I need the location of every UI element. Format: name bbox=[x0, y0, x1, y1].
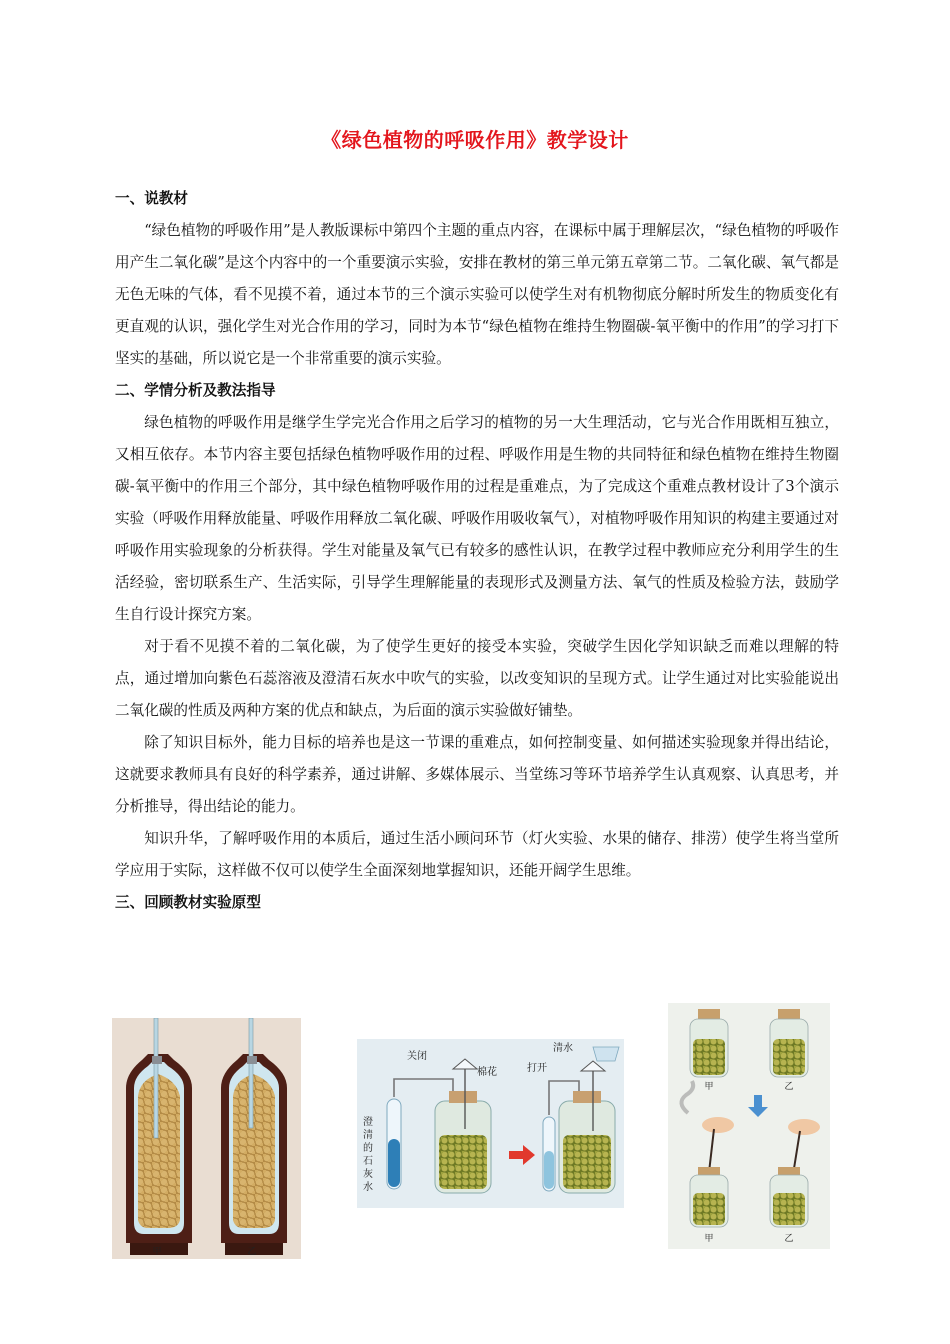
section-2-paragraph-2: 对于看不见摸不着的二氧化碳，为了使学生更好的接受本实验，突破学生因化学知识缺乏而难以理解的特点，通过增加向紫色石蕊溶液及澄清石灰水中吹气的实验，以改变知识的呈现方式。让学生通过对比实验能说出二氧化碳的性质及两种方案的优点和缺点，为后面的演示实验做好铺垫。 bbox=[115, 638, 839, 719]
bottom-jar-left bbox=[690, 1167, 728, 1227]
section-2-paragraph-3: 除了知识目标外，能力目标的培养也是这一节课的重难点，如何控制变量、如何描述实验现象并得出结论，这就要求教师具有良好的科学素养，通过讲解、多媒体展示、当堂练习等环节培养学生认真观察、认真思考，并分析推导，得出结论的能力。 bbox=[115, 734, 839, 815]
svg-text:清: 清 bbox=[363, 1130, 373, 1141]
section-heading-1: 一、说教材 bbox=[115, 190, 188, 207]
document-title: 《绿色植物的呼吸作用》教学设计 bbox=[321, 128, 629, 152]
section-2-paragraph-4: 知识升华，了解呼吸作用的本质后，通过生活小顾问环节（灯火实验、水果的储存、排涝）使学生将当堂所学应用于实际，这样做不仅可以使学生全面深刻地掌握知识，还能开阔学生思维。 bbox=[115, 830, 839, 879]
thermos-left-label: 甲 bbox=[152, 1247, 162, 1257]
label-close: 关闭 bbox=[407, 1051, 427, 1062]
svg-text:的: 的 bbox=[363, 1143, 373, 1154]
label-water: 清水 bbox=[553, 1043, 573, 1054]
bottom-left-label: 甲 bbox=[704, 1234, 714, 1244]
top-right-label: 乙 bbox=[784, 1082, 794, 1092]
oxygen-test-figure bbox=[668, 1003, 830, 1249]
section-2-paragraph-1: 绿色植物的呼吸作用是继学生学完光合作用之后学习的植物的另一大生理活动，它与光合作用既相互独立，又相互依存。本节内容主要包括绿色植物呼吸作用的过程、呼吸作用是生物的共同特征和绿色植物在维持生物圈碳-氧平衡中的作用三个部分，其中绿色植物呼吸作用的过程是重难点，为了完成这个重难点教材设计了3个演示实验（呼吸作用释放能量、呼吸作用释放二氧化碳、呼吸作用吸收氧气），对植物呼吸作用知识的构建主要通过对呼吸作用实验现象的分析获得。学生对能量及氧气已有较多的感性认识，在教学过程中教师应充分利用学生的生活经验，密切联系生产、生活实际，引导学生理解能量的表现形式及测量方法、氧气的性质及检验方法，鼓励学生自行设计探究方案。 bbox=[115, 414, 839, 623]
svg-text:水: 水 bbox=[363, 1182, 373, 1193]
label-open: 打开 bbox=[527, 1063, 547, 1074]
section-heading-3: 三、回顾教材实验原型 bbox=[115, 894, 261, 911]
thermos-experiment-figure bbox=[112, 1018, 301, 1259]
document-body bbox=[115, 183, 839, 919]
top-jar-right bbox=[770, 1009, 808, 1077]
svg-text:澄: 澄 bbox=[363, 1117, 373, 1128]
section-heading-2: 二、学情分析及教法指导 bbox=[115, 382, 276, 399]
thermos-right-label: 乙 bbox=[247, 1247, 257, 1257]
svg-text:石: 石 bbox=[363, 1156, 373, 1167]
bottom-jar-right bbox=[770, 1167, 808, 1227]
top-jar-left bbox=[690, 1009, 728, 1077]
experiment-figures bbox=[0, 1003, 950, 1263]
carbon-dioxide-apparatus-figure bbox=[357, 1039, 624, 1208]
label-cotton: 棉花 bbox=[477, 1067, 497, 1078]
section-1-paragraph-1: “绿色植物的呼吸作用”是人教版课标中第四个主题的重点内容，在课标中属于理解层次，“绿色植物的呼吸作用产生二氧化碳”是这个内容中的一个重要演示实验，安排在教材的第三单元第五章第二节。二氧化碳、氧气都是无色无味的气体，看不见摸不着，通过本节的三个演示实验可以使学生对有机物彻底分解时所发生的物质变化有更直观的认识，强化学生对光合作用的学习，同时为本节“绿色植物在维持生物圈碳-氧平衡中的作用”的学习打下坚实的基础，所以说它是一个非常重要的演示实验。 bbox=[115, 222, 839, 367]
bottom-right-label: 乙 bbox=[784, 1234, 794, 1244]
svg-text:灰: 灰 bbox=[363, 1169, 373, 1180]
top-left-label: 甲 bbox=[704, 1082, 714, 1092]
